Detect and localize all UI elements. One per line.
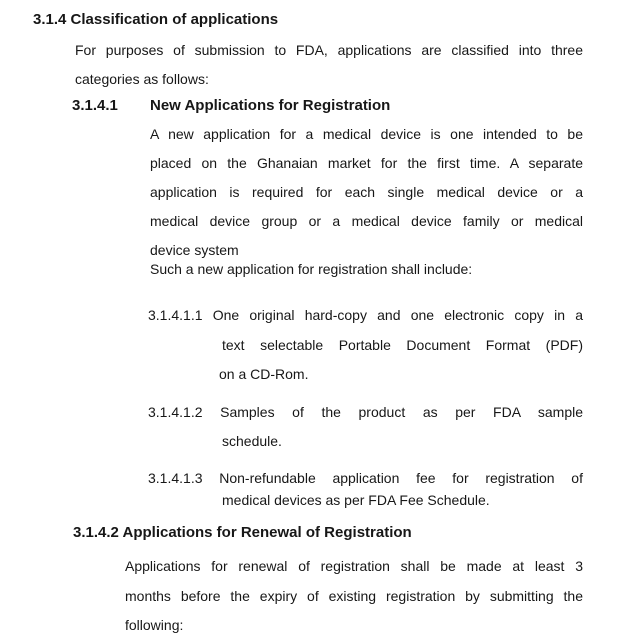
list-item-continuation: text selectable Portable Document Format (PDF) (222, 337, 583, 353)
list-item-continuation: schedule. (222, 433, 282, 449)
subsection-title: New Applications for Registration (150, 97, 391, 114)
body-line: following: (125, 617, 184, 633)
body-line: months before the expiry of existing registration by submitting the (125, 588, 583, 604)
body-line: Such a new application for registration shall include: (150, 261, 473, 277)
body-line: A new application for a medical device is one intended to be (150, 126, 583, 142)
body-line: Applications for renewal of registration shall be made at least 3 (125, 558, 583, 574)
body-line: medical device group or a medical device family or medical (150, 213, 583, 229)
body-line: placed on the Ghanaian market for the first time. A separate (150, 155, 583, 171)
section-heading (33, 10, 278, 30)
list-item-number: 3.1.4.1.2 (148, 404, 203, 420)
list-item-line (148, 305, 583, 325)
intro-line: For purposes of submission to FDA, applications are classified into three (75, 42, 583, 58)
list-item-text: Non-refundable application fee for registration of (219, 470, 583, 486)
list-item-text: Samples of the product as per FDA sample (220, 404, 583, 420)
list-item-number: 3.1.4.1.1 (148, 307, 203, 323)
subsection-heading (72, 96, 390, 116)
section-title: Classification of applications (70, 11, 279, 28)
body-line: application is required for each single medical device or a (150, 184, 583, 200)
body-line: device system (150, 242, 239, 258)
section-number: 3.1.4 (33, 11, 67, 28)
list-item-line (148, 402, 583, 422)
list-item-number: 3.1.4.1.3 (148, 470, 203, 486)
subsection-number: 3.1.4.2 (73, 524, 119, 541)
list-item-continuation: on a CD-Rom. (219, 366, 309, 382)
subsection-number: 3.1.4.1 (72, 97, 118, 114)
list-item-continuation: medical devices as per FDA Fee Schedule. (222, 492, 490, 508)
list-item-text: One original hard-copy and one electronic copy in a (212, 307, 583, 323)
subsection-heading (73, 523, 412, 543)
intro-line: categories as follows: (75, 71, 209, 87)
list-item-line (148, 468, 583, 488)
subsection-title: Applications for Renewal of Registration (122, 524, 412, 541)
